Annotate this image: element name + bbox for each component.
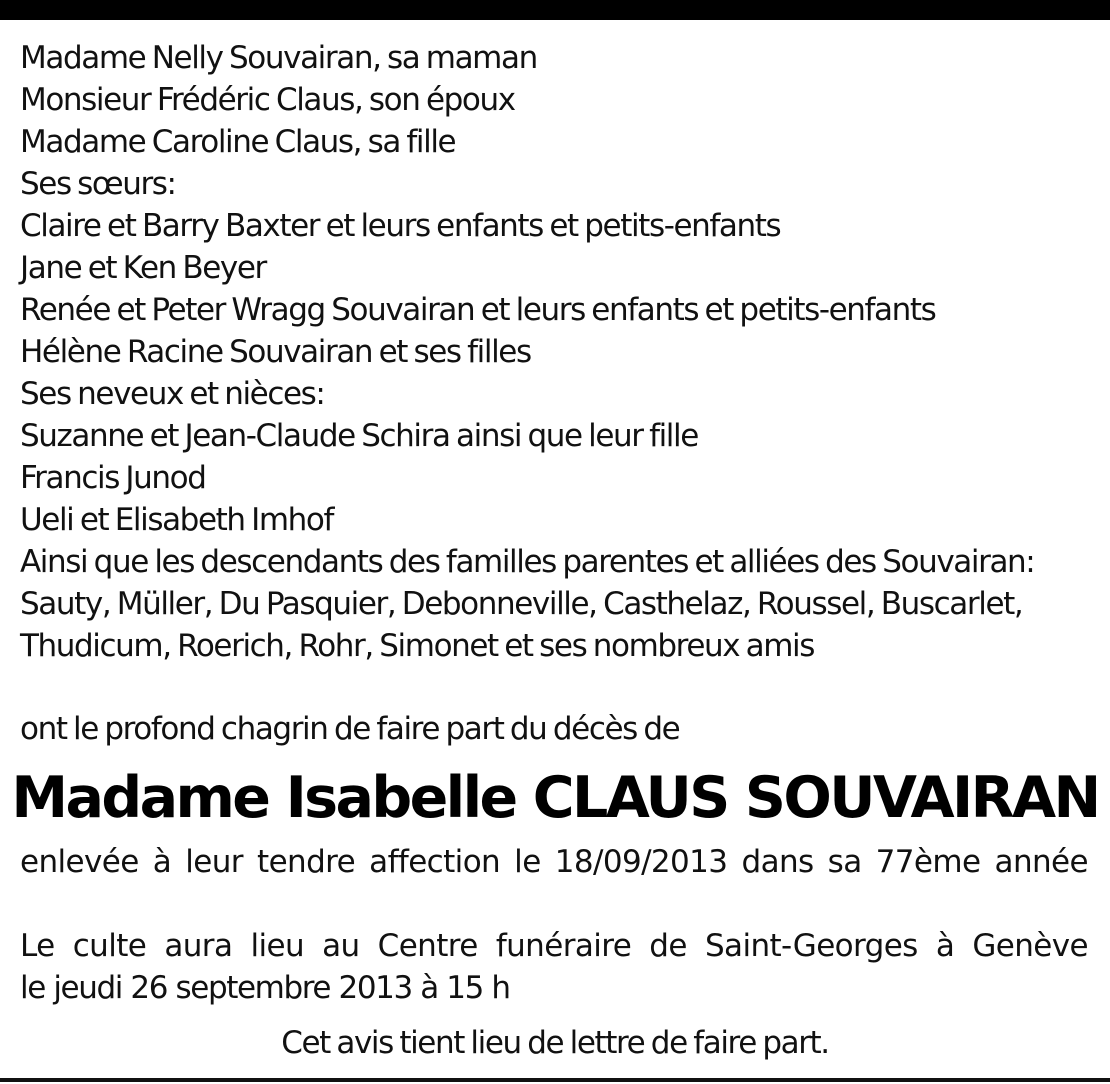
- ceremony-line-1: Le culte aura lieu au Centre funéraire de Saint-Georges à Genève: [20, 928, 1088, 964]
- mourner-line: Madame Caroline Claus, sa fille: [20, 124, 456, 160]
- announcement-text: ont le profond chagrin de faire part du décès de: [20, 711, 680, 747]
- ceremony-line-2: le jeudi 26 septembre 2013 à 15 h: [20, 970, 510, 1006]
- mourner-line: Ses neveux et nièces:: [20, 376, 325, 412]
- mourner-line: Sauty, Müller, Du Pasquier, Debonneville, Casthelaz, Roussel, Buscarlet,: [20, 586, 1023, 622]
- mourner-line: Ses sœurs:: [20, 166, 176, 202]
- ceremony-info: [20, 925, 1088, 1009]
- bottom-border: [0, 1078, 1110, 1082]
- mourners-list: [20, 37, 1100, 667]
- notice-text: Cet avis tient lieu de lettre de faire part.: [281, 1025, 829, 1061]
- passing-text: enlevée à leur tendre affection le 18/09/2013 dans sa 77ème année: [20, 844, 1088, 880]
- mourner-line: Jane et Ken Beyer: [20, 250, 266, 286]
- mourner-line: Monsieur Frédéric Claus, son époux: [20, 82, 515, 118]
- mourner-line: Hélène Racine Souvairan et ses filles: [20, 334, 531, 370]
- mourner-line: Francis Junod: [20, 460, 206, 496]
- mourner-line: Madame Nelly Souvairan, sa maman: [20, 40, 537, 76]
- mourner-line: Ueli et Elisabeth Imhof: [20, 502, 333, 538]
- mourner-line: Thudicum, Roerich, Rohr, Simonet et ses nombreux amis: [20, 628, 814, 664]
- mourner-line: Renée et Peter Wragg Souvairan et leurs enfants et petits-enfants: [20, 292, 936, 328]
- mourner-line: Suzanne et Jean-Claude Schira ainsi que leur fille: [20, 418, 698, 454]
- mourner-line: Claire et Barry Baxter et leurs enfants et petits-enfants: [20, 208, 781, 244]
- top-border: [0, 0, 1110, 20]
- mourner-line: Ainsi que les descendants des familles parentes et alliées des Souvairan:: [20, 544, 1035, 580]
- deceased-name: Madame Isabelle CLAUS SOUVAIRAN: [11, 765, 1099, 831]
